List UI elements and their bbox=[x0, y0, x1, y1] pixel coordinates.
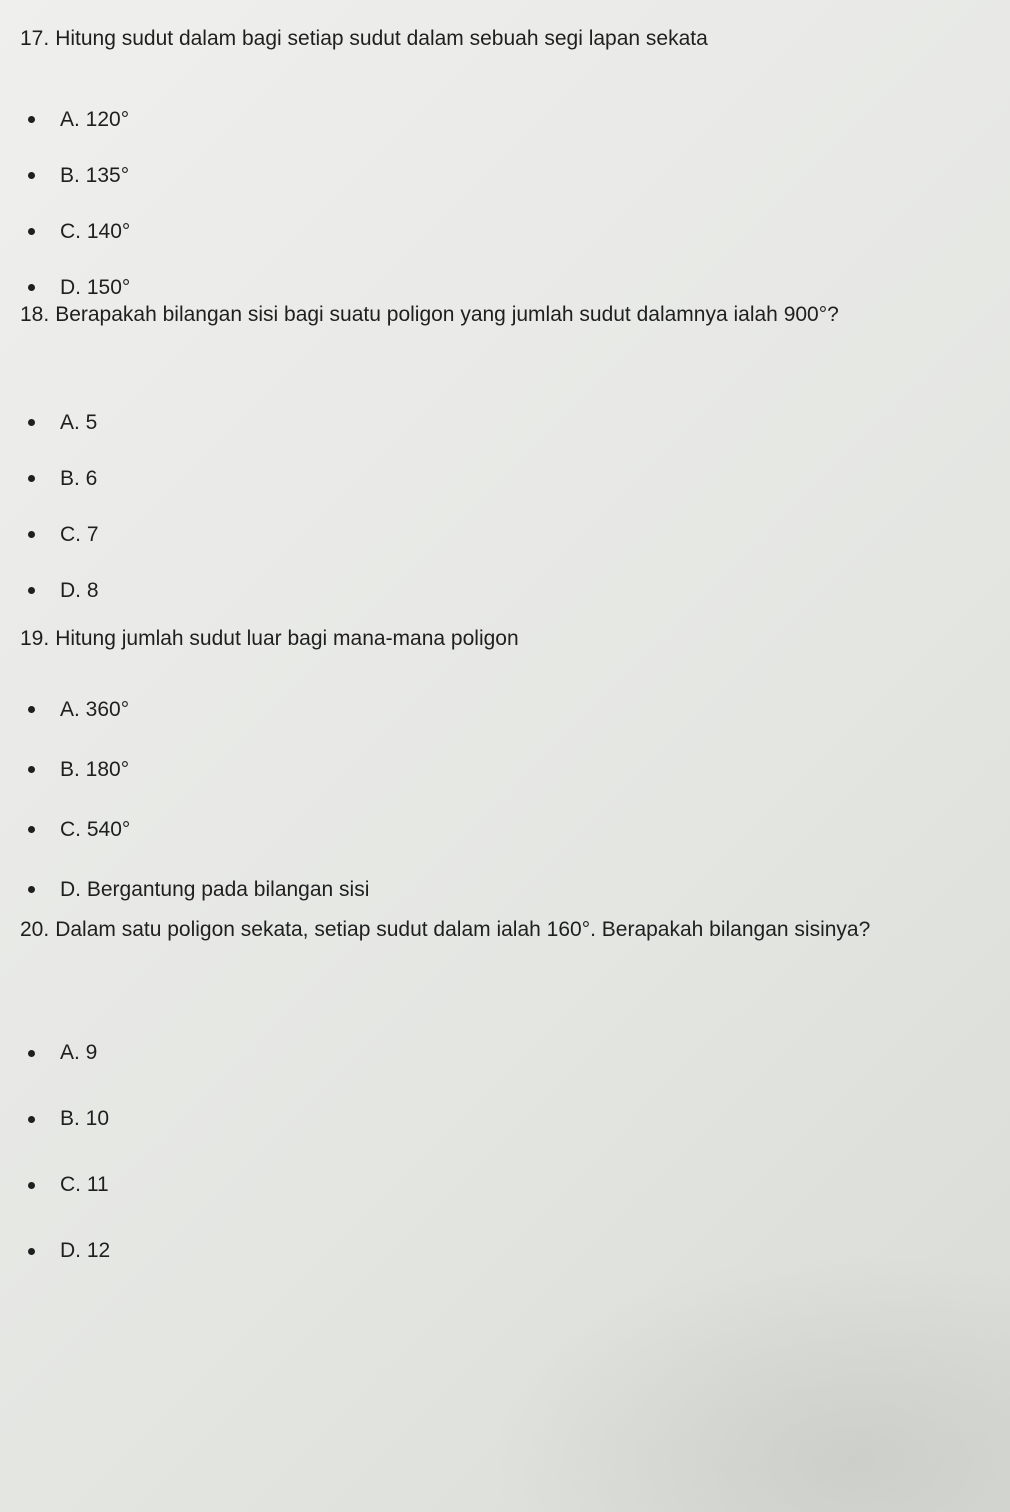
option-item[interactable] bbox=[28, 507, 99, 563]
background-smudge bbox=[490, 1252, 1010, 1512]
options-17 bbox=[28, 92, 130, 316]
option-label: A. 360° bbox=[60, 698, 130, 721]
bullet-icon bbox=[28, 475, 35, 482]
option-label: C. 7 bbox=[60, 523, 99, 546]
question-19 bbox=[20, 612, 980, 666]
option-item[interactable] bbox=[28, 1086, 110, 1152]
option-item[interactable] bbox=[28, 680, 369, 740]
option-label: C. 140° bbox=[60, 220, 131, 243]
question-text: Hitung jumlah sudut luar bagi mana-mana poligon bbox=[55, 627, 519, 650]
options-20 bbox=[28, 1020, 110, 1284]
option-item[interactable] bbox=[28, 1152, 110, 1218]
option-label: B. 135° bbox=[60, 164, 130, 187]
bullet-icon bbox=[28, 172, 35, 179]
options-19 bbox=[28, 680, 369, 920]
question-number: 19. bbox=[20, 627, 50, 650]
option-label: A. 120° bbox=[60, 108, 130, 131]
option-item[interactable] bbox=[28, 1218, 110, 1284]
bullet-icon bbox=[28, 1182, 35, 1189]
option-item[interactable] bbox=[28, 92, 130, 148]
bullet-icon bbox=[28, 419, 35, 426]
option-item[interactable] bbox=[28, 563, 99, 619]
bullet-icon bbox=[28, 1050, 35, 1057]
option-item[interactable] bbox=[28, 148, 130, 204]
bullet-icon bbox=[28, 116, 35, 123]
bullet-icon bbox=[28, 531, 35, 538]
question-number: 20. bbox=[20, 918, 50, 941]
question-number: 17. bbox=[20, 27, 50, 50]
option-label: C. 11 bbox=[60, 1173, 109, 1196]
option-item[interactable] bbox=[28, 395, 99, 451]
bullet-icon bbox=[28, 587, 35, 594]
option-item[interactable] bbox=[28, 740, 369, 800]
option-label: A. 9 bbox=[60, 1041, 98, 1064]
option-item[interactable] bbox=[28, 451, 99, 507]
question-text: Berapakah bilangan sisi bagi suatu poligon yang jumlah sudut dalamnya ialah 900°? bbox=[55, 303, 839, 326]
option-label: B. 10 bbox=[60, 1107, 110, 1130]
options-18 bbox=[28, 395, 99, 619]
question-text: Hitung sudut dalam bagi setiap sudut dalam sebuah segi lapan sekata bbox=[55, 27, 708, 50]
question-20 bbox=[20, 900, 990, 960]
option-item[interactable] bbox=[28, 204, 130, 260]
bullet-icon bbox=[28, 706, 35, 713]
question-text: Dalam satu poligon sekata, setiap sudut dalam ialah 160°. Berapakah bilangan sisinya? bbox=[55, 918, 871, 941]
question-number: 18. bbox=[20, 303, 50, 326]
option-label: D. 8 bbox=[60, 579, 99, 602]
option-item[interactable] bbox=[28, 1020, 110, 1086]
bullet-icon bbox=[28, 826, 35, 833]
bullet-icon bbox=[28, 1248, 35, 1255]
option-label: D. Bergantung pada bilangan sisi bbox=[60, 878, 370, 901]
bullet-icon bbox=[28, 1116, 35, 1123]
option-label: B. 6 bbox=[60, 467, 98, 490]
option-label: C. 540° bbox=[60, 818, 131, 841]
option-item[interactable] bbox=[28, 800, 369, 860]
bullet-icon bbox=[28, 886, 35, 893]
option-label: B. 180° bbox=[60, 758, 130, 781]
bullet-icon bbox=[28, 228, 35, 235]
bullet-icon bbox=[28, 766, 35, 773]
option-label: A. 5 bbox=[60, 411, 98, 434]
option-label: D. 150° bbox=[60, 276, 131, 299]
option-label: D. 12 bbox=[60, 1239, 111, 1262]
question-18 bbox=[20, 288, 900, 342]
question-17 bbox=[20, 12, 980, 66]
